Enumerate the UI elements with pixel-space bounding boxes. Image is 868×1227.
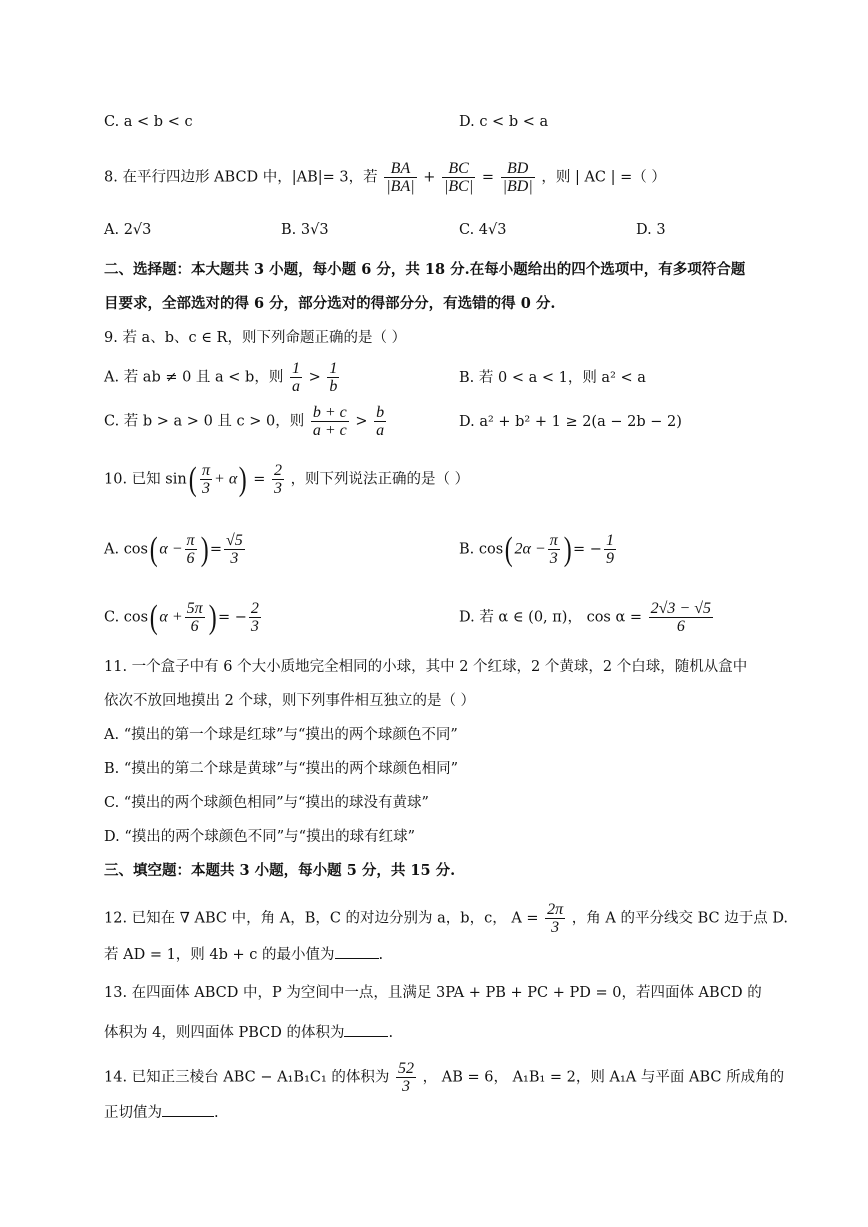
- q9-option-b: B. 若 0 < a < 1，则 a² < a: [459, 370, 646, 386]
- q13-line2: 体积为 4，则四面体 PBCD 的体积为 .: [104, 1022, 393, 1043]
- q8-option-c: C. 4√3: [459, 222, 507, 238]
- q8-frac-bd: $\frac{BD}{|BD|}$: [502, 160, 533, 195]
- q13-answer-blank: [344, 1022, 388, 1037]
- q9c-frac1: $\frac{b + c}{a + c}$: [312, 404, 347, 439]
- q8-stem-post: ，则 | AC | =（ ）: [541, 169, 666, 186]
- q11-option-d: D. “摸出的两个球颜色不同”与“摸出的球有红球”: [104, 829, 415, 845]
- section2-heading-line2: 目要求，全部选对的得 6 分，部分选对的得部分分，有选错的得 0 分.: [104, 295, 556, 312]
- q11-option-c: C. “摸出的两个球颜色相同”与“摸出的球没有黄球”: [104, 795, 429, 811]
- q11-stem-line2: 依次不放回地摸出 2 个球，则下列事件相互独立的是（ ）: [104, 693, 476, 709]
- q10-option-b: B. cos( 2α − $\frac{\pi}{3}$ ) = − $\frac{1}{9}$: [459, 530, 614, 568]
- q12-line2: 若 AD = 1，则 4b + c 的最小值为 .: [104, 944, 383, 965]
- q8-option-a: A. 2√3: [104, 222, 152, 238]
- q10-option-c: C. cos( α + $\frac{5\pi}{6}$ ) = − $\frac{2}{3}$: [104, 598, 259, 636]
- q10-option-d: D. 若 α ∈ (0, π)， cos α = $\frac{2√3 - √5}{6}$: [459, 600, 711, 635]
- q7-option-d: D. c < b < a: [459, 114, 549, 130]
- q9a-frac1: $\frac{1}{a}$: [291, 360, 300, 395]
- q8-stem-pre: 8. 在平行四边形 ABCD 中，|AB|= 3，若: [104, 169, 378, 186]
- q9-option-d: D. a² + b² + 1 ≥ 2(a − 2b − 2): [459, 414, 682, 430]
- q8-frac-ba: $\frac{BA}{|BA|}$: [386, 160, 415, 195]
- q10-stem: 10. 已知 sin( $\frac{\pi}{3}$ + α) = $\frac{2}{3}$ ，则下列说法正确的是（ ）: [104, 460, 470, 498]
- q10-option-a: A. cos( α − $\frac{\pi}{6}$ ) = $\frac{√5}{3}$: [104, 530, 243, 568]
- q12-answer-blank: [335, 944, 379, 959]
- q9-stem: 9. 若 a、b、c ∈ R，则下列命题正确的是（ ）: [104, 330, 407, 346]
- q14-line1: 14. 已知正三棱台 ABC − A₁B₁C₁ 的体积为 $\frac{52}{3}$ ， AB = 6， A₁B₁ = 2，则 A₁A 与平面 ABC 所成角的: [104, 1060, 785, 1095]
- q11-stem-line1: 11. 一个盒子中有 6 个大小质地完全相同的小球，其中 2 个红球，2 个黄球，2 个白球，随机从盒中: [104, 659, 748, 675]
- q11-option-a: A. “摸出的第一个球是红球”与“摸出的两个球颜色不同”: [104, 727, 458, 743]
- q11-option-b: B. “摸出的第二个球是黄球”与“摸出的两个球颜色相同”: [104, 761, 459, 777]
- q8-stem: 8. 在平行四边形 ABCD 中，|AB|= 3，若 $\frac{BA}{|BA|}$ + $\frac{BC}{|BC|}$ = $\frac{BD}{|BD|}$ ，则 | AC | =（ ）: [104, 160, 666, 195]
- q7-option-c: C. a < b < c: [104, 114, 193, 130]
- q8-frac-bc: $\frac{BC}{|BC|}$: [444, 160, 474, 195]
- section3-heading: 三、填空题：本题共 3 小题，每小题 5 分，共 15 分.: [104, 862, 456, 879]
- q13-line1: 13. 在四面体 ABCD 中，P 为空间中一点，且满足 3PA + PB + PC + PD = 0，若四面体 ABCD 的: [104, 985, 762, 1001]
- q9-option-c: C. 若 b > a > 0 且 c > 0，则 $\frac{b + c}{a + c}$ > $\frac{b}{a}$: [104, 404, 385, 439]
- q9-option-a: A. 若 ab ≠ 0 且 a < b，则 $\frac{1}{a}$ > $\frac{1}{b}$: [104, 360, 338, 395]
- q9c-frac2: $\frac{b}{a}$: [376, 404, 385, 439]
- q8-option-d: D. 3: [636, 222, 666, 238]
- section2-heading-line1: 二、选择题：本大题共 3 小题，每小题 6 分，共 18 分.在每小题给出的四个选项中，有多项符合题: [104, 261, 746, 278]
- q12-line1: 12. 已知在 ∇ ABC 中，角 A，B，C 的对边分别为 a，b，c， A = $\frac{2\pi}{3}$ ，角 A 的平分线交 BC 边于点 D.: [104, 901, 789, 936]
- q14-line2: 正切值为 .: [104, 1102, 219, 1123]
- q14-answer-blank: [162, 1102, 214, 1117]
- q9a-frac2: $\frac{1}{b}$: [329, 360, 338, 395]
- q8-option-b: B. 3√3: [281, 222, 329, 238]
